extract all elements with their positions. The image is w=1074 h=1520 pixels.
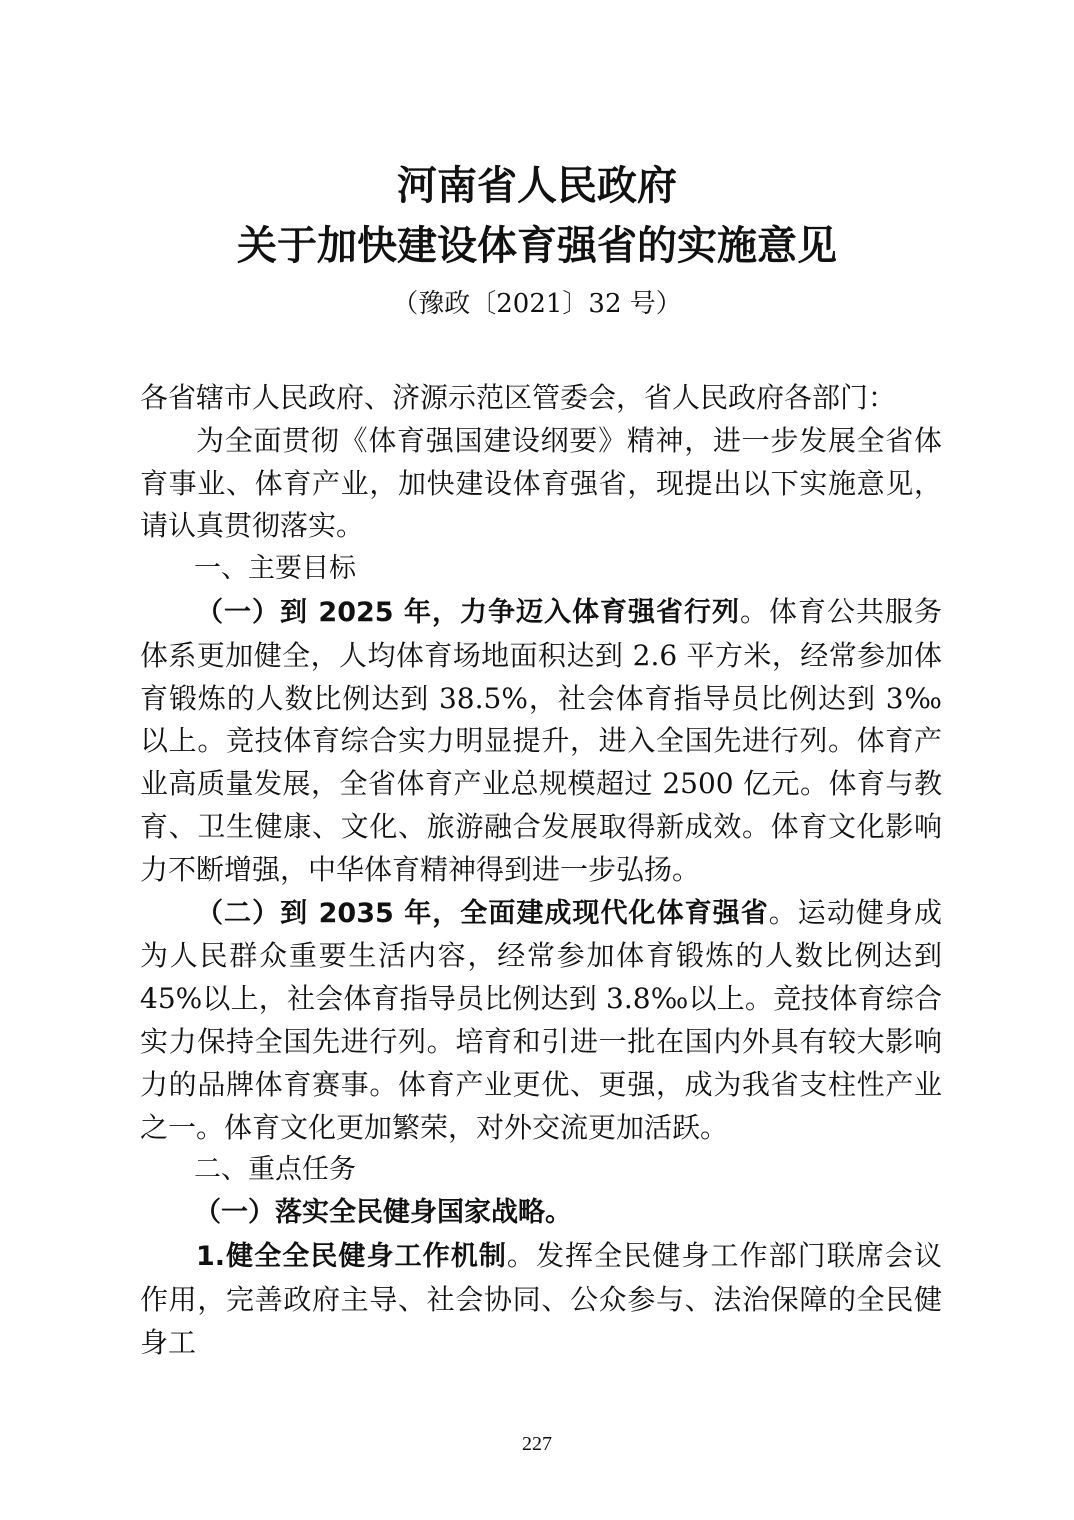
goal1-paragraph: [140, 591, 942, 892]
intro-paragraph: 为全面贯彻《体育强国建设纲要》精神，进一步发展全省体育事业、体育产业，加快建设体育强省，现提出以下实施意见，请认真贯彻落实。: [140, 423, 942, 543]
goal2-lead: （二）到 2035 年，全面建成现代化体育强省: [196, 897, 769, 929]
salutation: 各省辖市人民政府、济源示范区管委会，省人民政府各部门：: [140, 381, 897, 414]
document-title-line1: 河南省人民政府: [397, 163, 677, 209]
page-number: 227: [522, 1433, 552, 1455]
goal2-text: 。运动健身成为人民群众重要生活内容，经常参加体育锻炼的人数比例达到 45%以上，社会体育指导员比例达到 3.8‰以上。竞技体育综合实力保持全国先进行列。培育和引进一批在国内外具有较大影响力的品牌体育赛事。体育产业更优、更强，成为我省支柱性产业之一。体育文化更加繁荣，对外交流更加活跃。: [140, 895, 942, 1144]
section1-heading: 一、主要目标: [194, 553, 356, 585]
document-number: （豫政〔2021〕32 号）: [392, 289, 682, 319]
goal1-text: 。体育公共服务体系更加健全，人均体育场地面积达到 2.6 平方米，经常参加体育锻炼的人数比例达到 38.5%，社会体育指导员比例达到 3‰以上。竞技体育综合实力明显提升，进入全国先进行列。体育产业高质量发展，全省体育产业总规模超过 2500 亿元。体育与教育、卫生健康、文化、旅游融合发展取得新成效。体育文化影响力不断增强，中华体育精神得到进一步弘扬。: [140, 594, 942, 886]
section2-heading: 二、重点任务: [194, 1154, 356, 1186]
item1-text: 。发挥全民健身工作部门联席会议作用，完善政府主导、社会协同、公众参与、法治保障的全民健身工: [140, 1238, 942, 1359]
item1-lead: 1.健全全民健身工作机制: [196, 1240, 507, 1272]
item1-paragraph: [140, 1235, 942, 1364]
document-title-line2: 关于加快建设体育强省的实施意见: [237, 223, 837, 269]
task1-heading: （一）落实全民健身国家战略。: [194, 1197, 572, 1229]
document-body: [140, 377, 942, 1364]
goal1-lead: （一）到 2025 年，力争迈入体育强省行列: [196, 596, 740, 628]
goal2-paragraph: [140, 892, 942, 1150]
